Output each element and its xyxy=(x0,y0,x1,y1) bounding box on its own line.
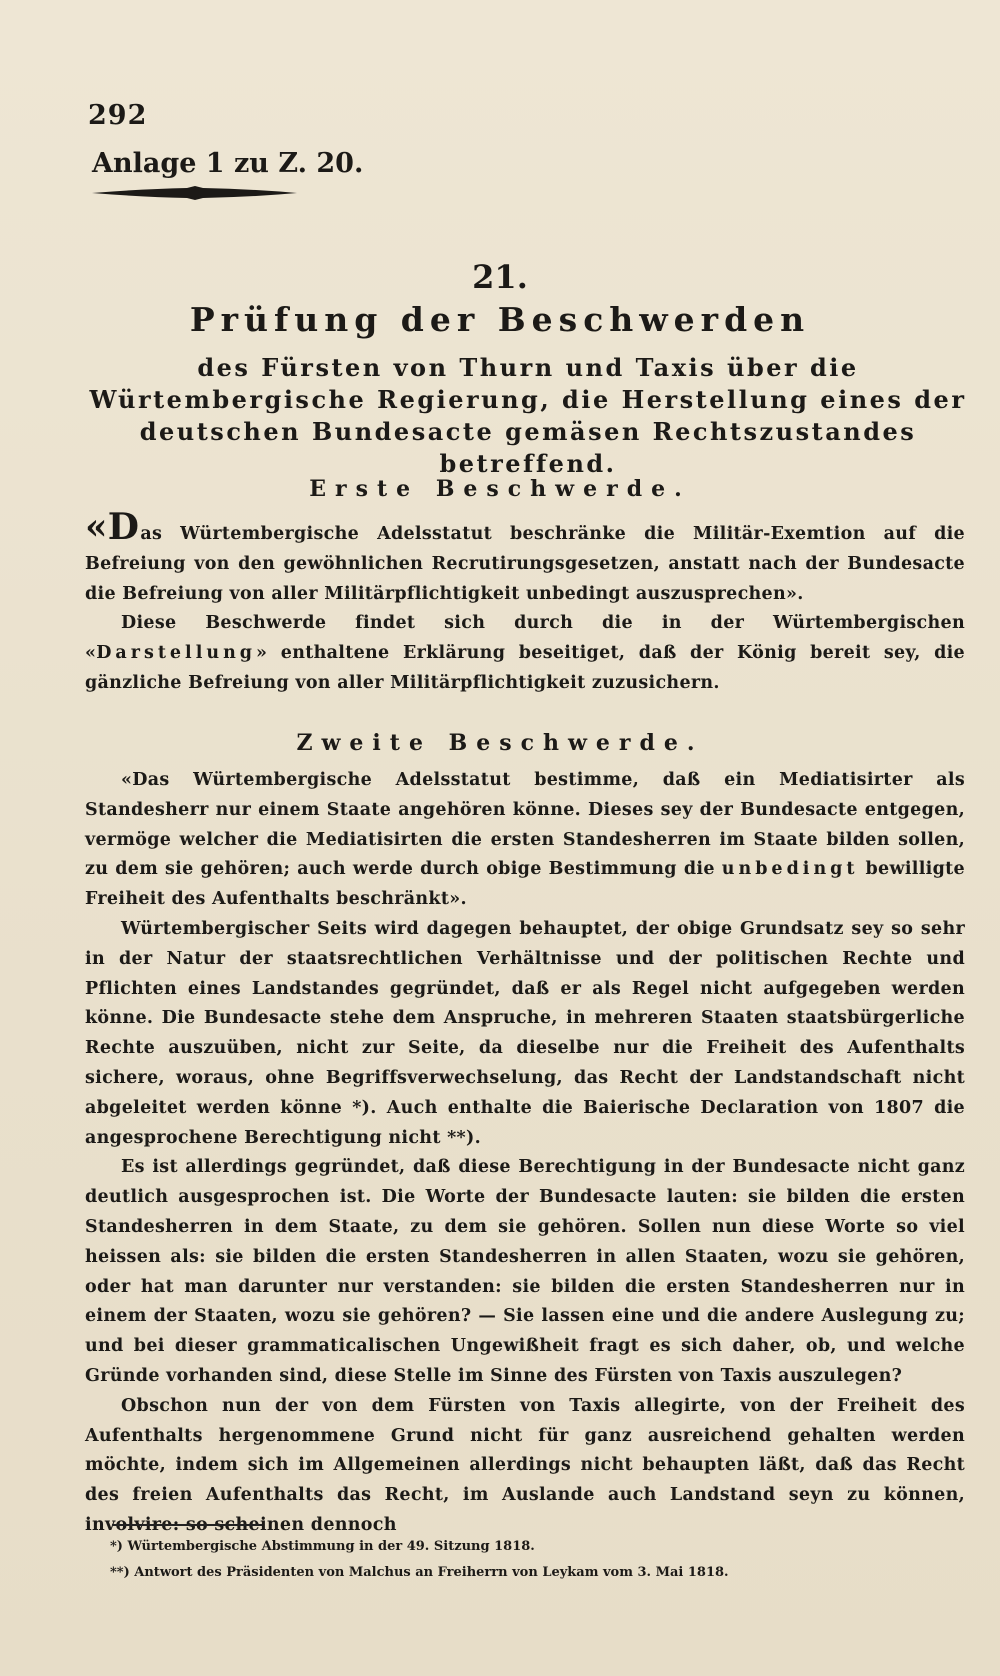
paragraph-text: Diese Beschwerde findet sich durch die in der Würtembergischen « xyxy=(85,613,965,664)
first-complaint-section xyxy=(85,506,965,699)
drop-cap: «D xyxy=(85,506,140,548)
second-complaint-heading: Zweite Beschwerde. xyxy=(296,730,704,756)
paragraph-text: » enthaltene Erklärung beseitiget, daß der König bereit sey, die gänzliche Befreiung von aller Militärpflichtigkeit zuzusichern. xyxy=(85,643,965,693)
page-number: 292 xyxy=(88,100,148,131)
section-number: 21. xyxy=(472,258,528,296)
footnote: *) Würtembergische Abstimmung in der 49. Sitzung 1818. xyxy=(110,1539,535,1554)
emphasized-word: unbedingt xyxy=(721,859,859,880)
first-complaint-quote xyxy=(85,506,965,609)
footnote-divider xyxy=(112,1524,262,1526)
document-subtitle: des Fürsten von Thurn und Taxis über die Würtembergische Regierung, die Herstellung eines der deutschen Bundesacte gemäsen Rechtszustandes betreffend. xyxy=(89,353,967,478)
footnotes xyxy=(110,1534,950,1586)
ornamental-rule xyxy=(92,186,297,200)
paragraph-text: bewilligte Freiheit des Aufenthalts beschränkt». xyxy=(85,859,965,910)
footnote: **) Antwort des Präsidenten von Malchus an Freiherrn von Leykam vom 3. Mai 1818. xyxy=(110,1565,729,1580)
paragraph-text: as Würtembergische Adelsstatut beschränke die Militär-Exemtion auf die Befreiung von den gewöhnlichen Recrutirungsgesetzen, anstatt nach der Bundesacte die Befreiung von aller Militärpflichtigkeit unbedingt auszusprechen». xyxy=(85,524,965,604)
emphasized-word: Darstellung xyxy=(96,643,257,664)
paragraph: Obschon nun der von dem Fürsten von Taxis allegirte, von der Freiheit des Aufenthalts hergenommene Grund nicht für ganz ausreichend gehalten werden möchte, indem sich im Allgemeinen allerdings nicht behaupten läßt, daß das Recht des freien Aufenthalts das Recht, im Auslande auch Landstand seyn zu können, involvire: so scheinen dennoch xyxy=(85,1395,965,1535)
second-complaint-quote xyxy=(85,766,965,915)
paragraph: Es ist allerdings gegründet, daß diese Berechtigung in der Bundesacte nicht ganz deutlich ausgesprochen ist. Die Worte der Bundesacte lauten: sie bilden die ersten Standesherren in dem Staate, zu dem sie gehören. Sollen nun diese Worte so viel heissen als: sie bilden die ersten Standesherren in allen Staaten, wozu sie gehören, oder hat man darunter nur verstanden: sie bilden die ersten Standesherren nur in einem der Staaten, wozu sie gehören? — Sie lassen eine und die andere Auslegung zu; und bei dieser grammaticalischen Ungewißheit fragt es sich daher, ob, und welche Gründe vorhanden sind, diese Stelle im Sinne des Fürsten von Taxis auszulegen? xyxy=(85,1157,965,1386)
document-title: Prüfung der Beschwerden xyxy=(189,300,811,339)
first-complaint-response xyxy=(85,609,965,698)
second-complaint-section xyxy=(85,766,965,1541)
first-complaint-heading: Erste Beschwerde. xyxy=(309,476,691,502)
paragraph-text: «Das Würtembergische Adelsstatut bestimme, daß ein Mediatisirter als Standesherr nur einem Staate angehören könne. Dieses sey der Bundesacte entgegen, vermöge welcher die Mediatisirten die ersten Standesherren im Staate bilden sollen, zu dem sie gehören; auch werde durch obige Bestimmung die xyxy=(85,770,965,880)
paragraph: Würtembergischer Seits wird dagegen behauptet, der obige Grundsatz sey so sehr in der Natur der staatsrechtlichen Verhältnisse und der politischen Rechte und Pflichten eines Landstandes gegründet, daß er als Regel nicht aufgegeben werden könne. Die Bundesacte stehe dem Anspruche, in mehreren Staaten staatsbürgerliche Rechte auszuüben, nicht zur Seite, da dieselbe nur die Freiheit des Aufenthalts sichere, woraus, ohne Begriffsverwechselung, das Recht der Landstandschaft nicht abgeleitet werden könne *). Auch enthalte die Baierische Declaration von 1807 die angesprochene Berechtigung nicht **). xyxy=(85,918,965,1148)
annex-reference: Anlage 1 zu Z. 20. xyxy=(92,148,364,179)
